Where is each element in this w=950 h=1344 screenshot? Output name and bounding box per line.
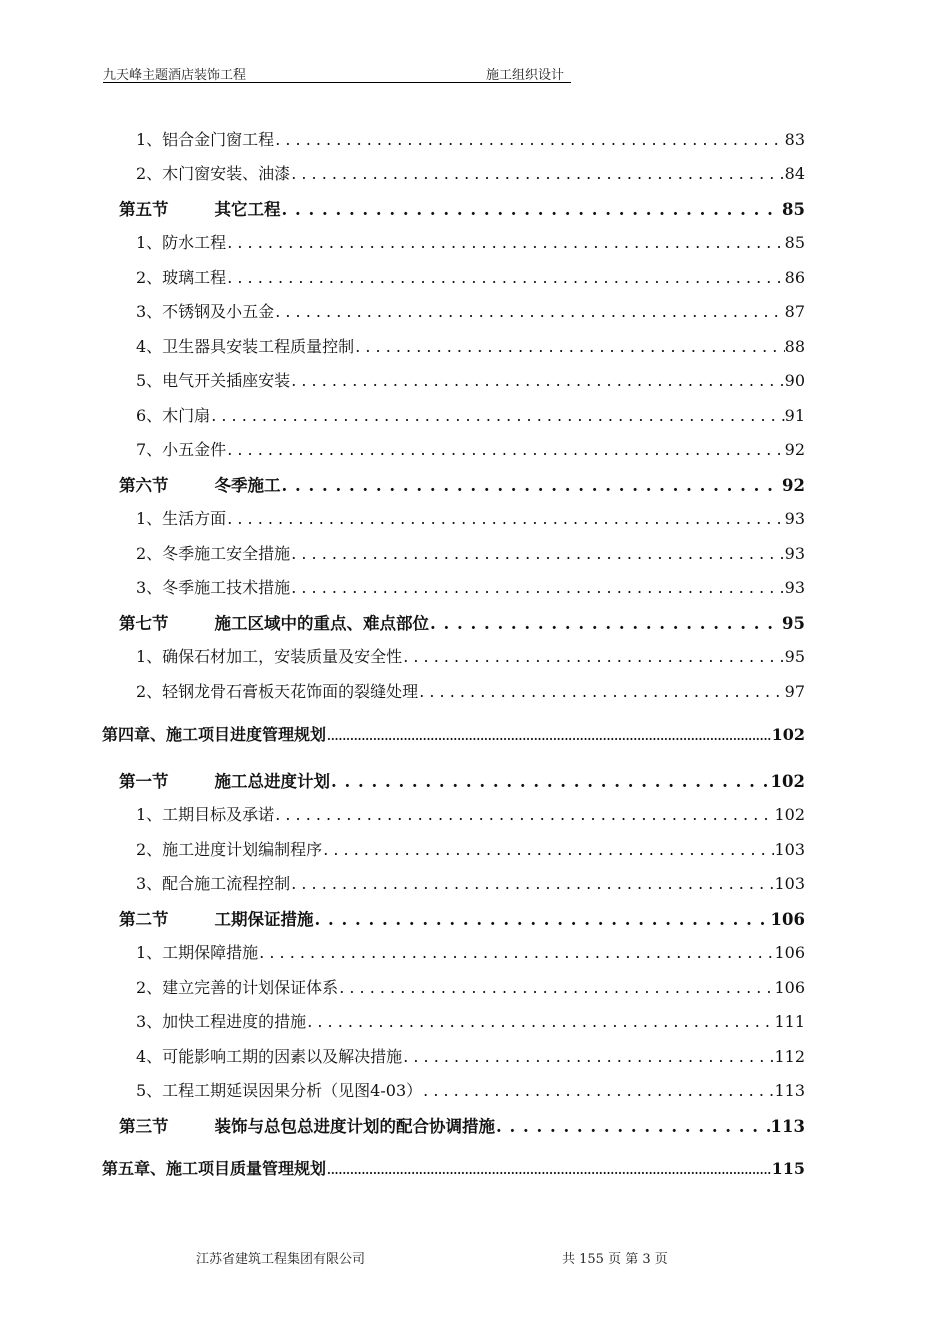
toc-dot-leader xyxy=(226,233,784,252)
toc-page-number: 113 xyxy=(774,1081,805,1100)
toc-entry-sub[interactable] xyxy=(136,871,805,894)
header-document-type: 施工组织设计 xyxy=(486,68,565,83)
toc-dot-leader xyxy=(210,406,784,425)
toc-page-number: 111 xyxy=(774,1012,805,1031)
toc-entry-title: 1、确保石材加工，安装质量及安全性 xyxy=(136,647,403,666)
toc-dot-leader xyxy=(422,1081,774,1100)
toc-entry-chap[interactable] xyxy=(102,1156,805,1179)
toc-entry-sub[interactable] xyxy=(136,265,805,288)
toc-dot-leader xyxy=(226,509,784,528)
toc-dot-leader xyxy=(326,725,772,744)
toc-page-number: 92 xyxy=(784,440,805,459)
toc-entry-sub[interactable] xyxy=(136,127,805,150)
toc-entry-sub[interactable] xyxy=(136,1044,805,1067)
toc-entry-title: 施工区域中的重点、难点部位 xyxy=(214,614,429,633)
toc-page-number: 88 xyxy=(784,337,805,356)
toc-page-number: 95 xyxy=(782,614,805,633)
toc-page-number: 102 xyxy=(770,772,805,791)
toc-page-number: 103 xyxy=(774,840,805,859)
toc-page-number: 93 xyxy=(784,578,805,597)
toc-section-number: 第六节 xyxy=(119,476,169,495)
toc-entry-sub[interactable] xyxy=(136,940,805,963)
footer-page-number: 共 155 页 第 3 页 xyxy=(562,1252,668,1267)
toc-dot-leader xyxy=(290,371,784,390)
toc-dot-leader xyxy=(226,268,784,287)
toc-section-number: 第七节 xyxy=(119,614,169,633)
toc-entry-sec[interactable] xyxy=(119,196,805,220)
toc-page-number: 97 xyxy=(784,682,805,701)
header-project-title: 九天峰主题酒店装饰工程 xyxy=(103,68,247,83)
toc-entry-sub[interactable] xyxy=(136,161,805,184)
toc-entry-sub[interactable] xyxy=(136,802,805,825)
toc-dot-leader xyxy=(326,1159,772,1178)
toc-dot-leader xyxy=(330,772,771,791)
toc-entry-title: 4、可能影响工期的因素以及解决措施 xyxy=(136,1047,403,1066)
toc-page-number: 103 xyxy=(774,874,805,893)
toc-entry-sub[interactable] xyxy=(136,679,805,702)
toc-page-number: 93 xyxy=(784,509,805,528)
toc-section-number: 第一节 xyxy=(119,772,169,791)
toc-entry-title: 1、工期保障措施 xyxy=(136,943,259,962)
toc-entry-sub[interactable] xyxy=(136,368,805,391)
toc-page-number: 106 xyxy=(770,910,805,929)
toc-entry-sub[interactable] xyxy=(136,299,805,322)
toc-page-number: 113 xyxy=(770,1117,805,1136)
toc-entry-title: 2、建立完善的计划保证体系 xyxy=(136,978,339,997)
toc-page-number: 85 xyxy=(784,233,805,252)
toc-entry-title: 3、加快工程进度的措施 xyxy=(136,1012,307,1031)
toc-entry-title: 冬季施工 xyxy=(214,476,281,495)
toc-entry-title: 2、玻璃工程 xyxy=(136,268,227,287)
toc-entry-sub[interactable] xyxy=(136,1009,805,1032)
toc-dot-leader xyxy=(495,1117,771,1136)
toc-page-number: 115 xyxy=(771,1159,805,1178)
toc-dot-leader xyxy=(429,614,782,633)
toc-dot-leader xyxy=(354,337,784,356)
toc-entry-sec[interactable] xyxy=(119,906,805,930)
toc-page-number: 83 xyxy=(784,130,805,149)
toc-entry-title: 第四章、施工项目进度管理规划 xyxy=(102,725,327,744)
toc-page-number: 92 xyxy=(782,476,805,495)
toc-entry-sub[interactable] xyxy=(136,230,805,253)
toc-entry-title: 5、工程工期延误因果分析（见图4-03） xyxy=(136,1081,423,1100)
toc-dot-leader xyxy=(290,544,784,563)
toc-dot-leader xyxy=(290,164,784,183)
toc-entry-chap[interactable] xyxy=(102,722,805,745)
toc-entry-sub[interactable] xyxy=(136,837,805,860)
toc-dot-leader xyxy=(338,978,774,997)
toc-page-number: 87 xyxy=(784,302,805,321)
toc-section-number: 第五节 xyxy=(119,200,169,219)
toc-entry-title: 1、防水工程 xyxy=(136,233,227,252)
toc-dot-leader xyxy=(226,440,784,459)
toc-entry-sec[interactable] xyxy=(119,472,805,496)
toc-page-number: 86 xyxy=(784,268,805,287)
toc-entry-title: 7、小五金件 xyxy=(136,440,227,459)
toc-page-number: 106 xyxy=(774,943,805,962)
toc-entry-sec[interactable] xyxy=(119,768,805,792)
toc-entry-title: 6、木门扇 xyxy=(136,406,211,425)
toc-entry-title: 3、不锈钢及小五金 xyxy=(136,302,275,321)
toc-dot-leader xyxy=(402,1047,774,1066)
toc-dot-leader xyxy=(290,578,784,597)
toc-entry-title: 2、冬季施工安全措施 xyxy=(136,544,291,563)
toc-dot-leader xyxy=(418,682,784,701)
toc-dot-leader xyxy=(314,910,771,929)
toc-page-number: 84 xyxy=(784,164,805,183)
toc-entry-title: 施工总进度计划 xyxy=(214,772,330,791)
toc-entry-sec[interactable] xyxy=(119,610,805,634)
footer-company: 江苏省建筑工程集团有限公司 xyxy=(196,1252,366,1267)
toc-dot-leader xyxy=(290,874,774,893)
toc-page-number: 112 xyxy=(774,1047,805,1066)
toc-entry-title: 2、木门窗安装、油漆 xyxy=(136,164,291,183)
toc-entry-sub[interactable] xyxy=(136,1078,805,1101)
toc-entry-title: 1、生活方面 xyxy=(136,509,227,528)
toc-entry-sub[interactable] xyxy=(136,437,805,460)
toc-dot-leader xyxy=(274,302,784,321)
toc-entry-sub[interactable] xyxy=(136,403,805,426)
toc-page-number: 102 xyxy=(774,805,805,824)
toc-entry-title: 第五章、施工项目质量管理规划 xyxy=(102,1159,327,1178)
toc-entry-sub[interactable] xyxy=(136,541,805,564)
toc-entry-title: 工期保证措施 xyxy=(214,910,314,929)
toc-entry-sub[interactable] xyxy=(136,506,805,529)
toc-page-number: 85 xyxy=(782,200,805,219)
toc-entry-title: 1、铝合金门窗工程 xyxy=(136,130,275,149)
toc-entry-title: 其它工程 xyxy=(214,200,281,219)
toc-entry-sub[interactable] xyxy=(136,575,805,598)
toc-dot-leader xyxy=(322,840,774,859)
toc-dot-leader xyxy=(402,647,784,666)
toc-entry-title: 3、冬季施工技术措施 xyxy=(136,578,291,597)
toc-dot-leader xyxy=(258,943,774,962)
toc-dot-leader xyxy=(274,805,774,824)
toc-entry-title: 1、工期目标及承诺 xyxy=(136,805,275,824)
toc-entry-title: 2、轻钢龙骨石膏板天花饰面的裂缝处理 xyxy=(136,682,419,701)
toc-page-number: 106 xyxy=(774,978,805,997)
toc-dot-leader xyxy=(281,476,783,495)
toc-dot-leader xyxy=(281,200,783,219)
toc-entry-title: 3、配合施工流程控制 xyxy=(136,874,291,893)
toc-entry-sub[interactable] xyxy=(136,975,805,998)
toc-section-number: 第二节 xyxy=(119,910,169,929)
toc-dot-leader xyxy=(306,1012,774,1031)
toc-page-number: 91 xyxy=(784,406,805,425)
toc-page-number: 90 xyxy=(784,371,805,390)
toc-page-number: 102 xyxy=(771,725,805,744)
page-header xyxy=(103,64,571,83)
toc-entry-sub[interactable] xyxy=(136,334,805,357)
toc-dot-leader xyxy=(274,130,784,149)
toc-entry-title: 2、施工进度计划编制程序 xyxy=(136,840,323,859)
toc-entry-sec[interactable] xyxy=(119,1113,805,1137)
toc-entry-sub[interactable] xyxy=(136,644,805,667)
toc-entry-title: 装饰与总包总进度计划的配合协调措施 xyxy=(214,1117,495,1136)
toc-entry-title: 4、卫生器具安装工程质量控制 xyxy=(136,337,355,356)
toc-page-number: 95 xyxy=(784,647,805,666)
toc-page-number: 93 xyxy=(784,544,805,563)
toc-entry-title: 5、电气开关插座安装 xyxy=(136,371,291,390)
toc-section-number: 第三节 xyxy=(119,1117,169,1136)
